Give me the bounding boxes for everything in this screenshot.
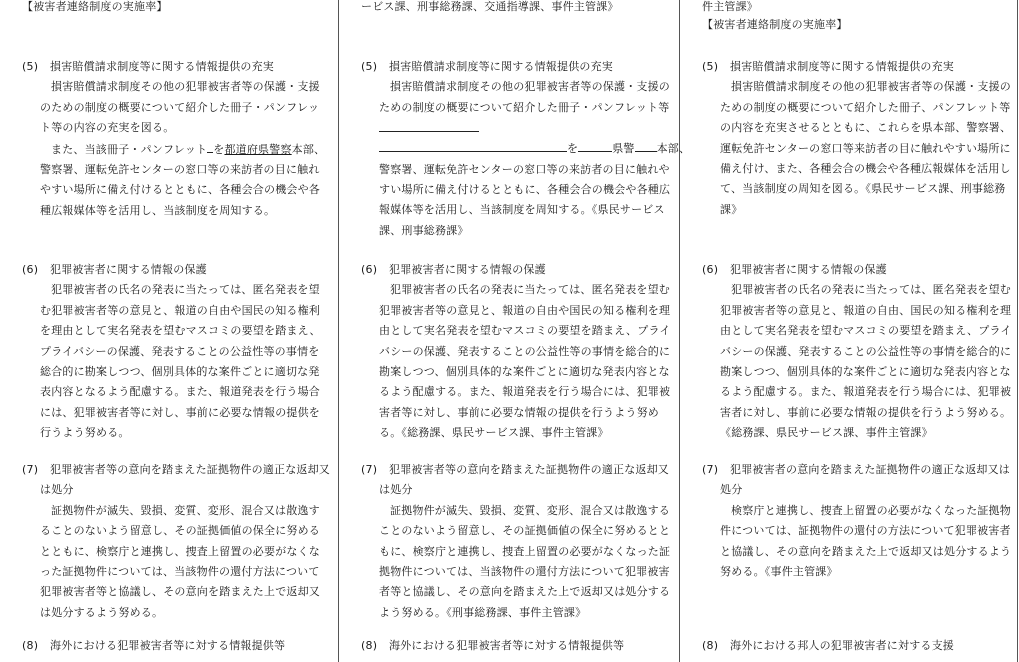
section-number: (7)	[22, 463, 39, 476]
paragraph: 警察署、運転免許センターの窓口等の来訪者の目に触れやすい場所に備え付けるとともに、各種会合の機会や各種広報媒体等を活用し、当該制度を周知する。《県民サービス課、刑事総務課》	[379, 162, 671, 237]
section-6	[339, 260, 679, 444]
section-8	[0, 636, 338, 656]
section-title: 犯罪被害者に関する情報の保護	[389, 263, 546, 276]
paragraph: 損害賠償請求制度その他の犯罪被害者等の保護・支援のための制度の概要について紹介した冊子・パンフレット等	[379, 80, 670, 114]
paragraph: 損害賠償請求制度その他の犯罪被害者等の保護・支援のための制度の概要について紹介した冊子、パンフレット等の内容を充実させるとともに、これらを県本部、警察署、運転免許センターの窓口等来訪者の目に触れやすい場所に備え付け、また、各種会合の機会や各種広報媒体を活用して、当該制度の周知を図る。《県民サービス課、刑事総務課》	[720, 80, 1012, 216]
paragraph: 検察庁と連携し、捜査上留置の必要がなくなった証拠物件については、証拠物件の還付の方法について犯罪被害者と協議し、その意向を踏まえた上で返却又は処分するよう努める。《事件主管課》	[720, 503, 1012, 579]
section-title-cont: 処分	[720, 483, 743, 497]
header-note: 【被害者連絡制度の実施率】	[22, 0, 168, 13]
column-revised	[339, 0, 691, 662]
section-number: (8)	[702, 639, 719, 652]
section-title: 損害賠償請求制度等に関する情報提供の充実	[50, 60, 274, 73]
section-7	[339, 460, 679, 623]
section-title: 損害賠償請求制度等に関する情報提供の充実	[730, 60, 954, 73]
column-current	[680, 0, 1019, 662]
section-title: 海外における犯罪被害者等に対する情報提供等	[389, 639, 625, 652]
section-6	[680, 260, 1019, 444]
section-title-cont: は処分	[40, 483, 74, 497]
section-7	[680, 460, 1019, 582]
section-number: (5)	[22, 60, 39, 73]
section-title: 犯罪被害者に関する情報の保護	[50, 263, 207, 276]
section-5	[680, 57, 1019, 220]
section-title: 犯罪被害者の意向を踏まえた証拠物件の適正な返却又は	[730, 463, 1010, 476]
section-5	[0, 57, 338, 221]
section-title-cont: は処分	[379, 483, 413, 497]
section-number: (6)	[702, 263, 719, 276]
section-number: (6)	[361, 263, 378, 276]
section-title: 犯罪被害者に関する情報の保護	[730, 263, 887, 276]
section-number: (7)	[702, 463, 719, 476]
column-original	[0, 0, 338, 662]
section-title: 海外における犯罪被害者等に対する情報提供等	[50, 639, 286, 652]
section-number: (6)	[22, 263, 39, 276]
blank-line: を 県警 本部、	[379, 138, 671, 159]
section-8	[339, 636, 679, 656]
section-title: 損害賠償請求制度等に関する情報提供の充実	[389, 60, 613, 73]
header-note: 【被害者連絡制度の実施率】	[702, 18, 848, 32]
section-number: (7)	[361, 463, 378, 476]
section-5	[339, 57, 691, 241]
section-7	[0, 460, 338, 623]
section-number: (8)	[361, 639, 378, 652]
paragraph: また、当該冊子・パンフレット を都道府県警察本部、警察署、運転免許センターの窓口等の来訪者の目に触れやすい場所に備え付けるとともに、各種会合の機会や各種広報媒体等を活用し、当該制度を周知する。	[40, 139, 330, 222]
header-note: 件主管課》	[702, 0, 758, 13]
section-8	[680, 636, 1019, 656]
paragraph: 損害賠償請求制度その他の犯罪被害者等の保護・支援のための制度の概要について紹介した冊子・パンフレット等の内容の充実を図る。	[40, 80, 320, 135]
header-note: ービス課、刑事総務課、交通指導課、事件主管課》	[361, 0, 619, 13]
paragraph: 証拠物件が滅失、毀損、変質、変形、混合又は散逸することのないよう留意し、その証拠価値の保全に努めるとともに、検察庁と連携し、捜査上留置の必要がなくなった証拠物件については、当該物件の還付方法について犯罪被害者等と協議し、その意向を踏まえた上で返却又は処分するよう努める。《刑事総務課、事件主管課》	[379, 503, 671, 619]
paragraph: 犯罪被害者の氏名の発表に当たっては、匿名発表を望む犯罪被害者等の意見と、報道の自由や国民の知る権利を理由として実名発表を望むマスコミの要望を踏まえ、プライバシーの保護、発表することの公益性等の事情を総合的に勘案しつつ、個別具体的な案件ごとに適切な発表内容となるよう配慮する。また、報道発表を行う場合には、犯罪被害者等に対し、事前に必要な情報の提供を行うよう努める。《総務課、県民サービス課、事件主管課》	[379, 283, 671, 440]
paragraph: 犯罪被害者の氏名の発表に当たっては、匿名発表を望む犯罪被害者等の意見と、報道の自由や国民の知る権利を理由として実名発表を望むマスコミの要望を踏まえ、プライバシーの保護、発表することの公益性等の事情を総合的に勘案しつつ、個別具体的な案件ごとに適切な発表内容となるよう配慮する。また、報道発表を行う場合には、犯罪被害者等に対し、事前に必要な情報の提供を行うよう努める。	[40, 283, 321, 440]
section-title: 犯罪被害者等の意向を踏まえた証拠物件の適正な返却又	[389, 463, 669, 476]
section-number: (8)	[22, 639, 39, 652]
section-number: (5)	[361, 60, 378, 73]
paragraph: 証拠物件が滅失、毀損、変質、変形、混合又は散逸することのないよう留意し、その証拠価値の保全に努めるとともに、検察庁と連携し、捜査上留置の必要がなくなった証拠物件については、当該物件の還付方法について犯罪被害者等と協議し、その意向を踏まえた上で返却又は処分するよう努める。	[40, 503, 320, 619]
section-number: (5)	[702, 60, 719, 73]
section-title: 犯罪被害者等の意向を踏まえた証拠物件の適正な返却又	[50, 463, 330, 476]
paragraph: 犯罪被害者の氏名の発表に当たっては、匿名発表を望む犯罪被害者等の意見と、報道の自由、国民の知る権利を理由として実名発表を望むマスコミの要望を踏まえ、プライバシーの保護、発表することの公益性等の事情を総合的に勘案しつつ、個別具体的な案件ごとに適切な発表内容となるよう配慮する。また、報道発表を行う場合には、犯罪被害者に対し、事前に必要な情報の提供を行うよう努める。《総務課、県民サービス課、事件主管課》	[720, 283, 1012, 440]
section-title: 海外における邦人の犯罪被害者に対する支援	[730, 639, 954, 652]
section-6	[0, 260, 338, 444]
